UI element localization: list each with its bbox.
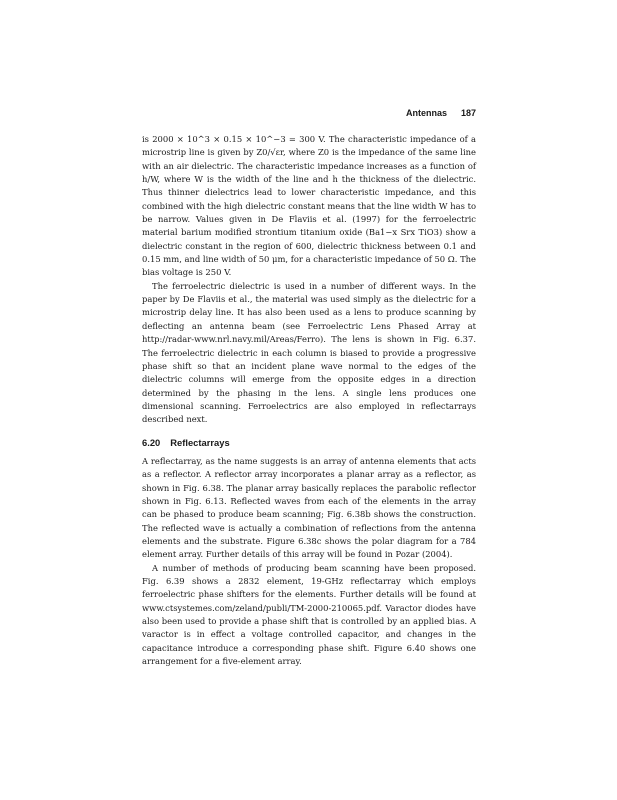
body-text-bottom [142,455,476,669]
section-number: 6.20 [142,437,161,448]
page-number: 187 [460,108,476,118]
section-heading [142,437,476,448]
body-text-top [142,133,476,427]
paragraph: The ferroelectric dielectric is used in a number of different ways. In the paper by De Flaviis et al., the material was used simply as the dielectric for a microstrip delay line. It has also been used as a lens to produce scanning by deflecting an antenna beam (see Ferroelectric Lens Phased Array at http://radar-www.nrl.navy.mil/Areas/Ferro). The lens is shown in Fig. 6.37. The ferroelectric dielectric in each column is biased to provide a progressive phase shift so that an incident plane wave normal to the edges of the dielectric columns will emerge from the opposite edges in a direction determined by the phasing in the lens. A single lens produces one dimensional scanning. Ferroelectrics are also employed in reflectarrays described next. [142,280,476,425]
section-title: Reflectarrays [170,437,230,448]
paragraph: A number of methods of producing beam scanning have been proposed. Fig. 6.39 shows a 2832 element, 19-GHz reflectarray which employs ferroelectric phase shifters for the elements. Further details will be found at www.ctsystemes.com/zeland/publi/TM-2000-210065.pdf. Varactor diodes have also been used to provide a phase shift that is controlled by an applied bias. A varactor is in effect a voltage controlled capacitor, and changes in the capacitance introduce a corresponding phase shift. Figure 6.40 shows one arrangement for a five-element array. [142,562,476,667]
page-header [142,108,476,118]
running-title: Antennas [405,108,447,118]
paragraph: is 2000 × 10^3 × 0.15 × 10^−3 = 300 V. The characteristic impedance of a microstrip line is given by Z0/√εr, where Z0 is the impedance of the same line with an air dielectric. The characteristic impedance increases as a function of h/W, where W is the width of the line and h the thickness of the dielectric. Thus thinner dielectrics lead to lower characteristic impedance, and this combined with the high dielectric constant means that the line width W has to be narrow. Values given in De Flaviis et al. (1997) for the ferroelectric material barium modified strontium titanium oxide (Ba1−x Srx TiO3) show a dielectric constant in the region of 600, dielectric thickness between 0.1 and 0.15 mm, and line width of 50 μm, for a characteristic impedance of 50 Ω. The bias voltage is 250 V. [142,134,477,278]
paragraph: A reflectarray, as the name suggests is an array of antenna elements that acts as a reflector. A reflector array incorporates a planar array as a reflector, as shown in Fig. 6.38. The planar array basically replaces the parabolic reflector shown in Fig. 6.13. Reflected waves from each of the elements in the array can be phased to produce beam scanning; Fig. 6.38b shows the construction. The reflected wave is actually a combination of reflections from the antenna elements and the substrate. Figure 6.38c shows the polar diagram for a 784 element array. Further details of this array will be found in Pozar (2004). [142,456,476,560]
